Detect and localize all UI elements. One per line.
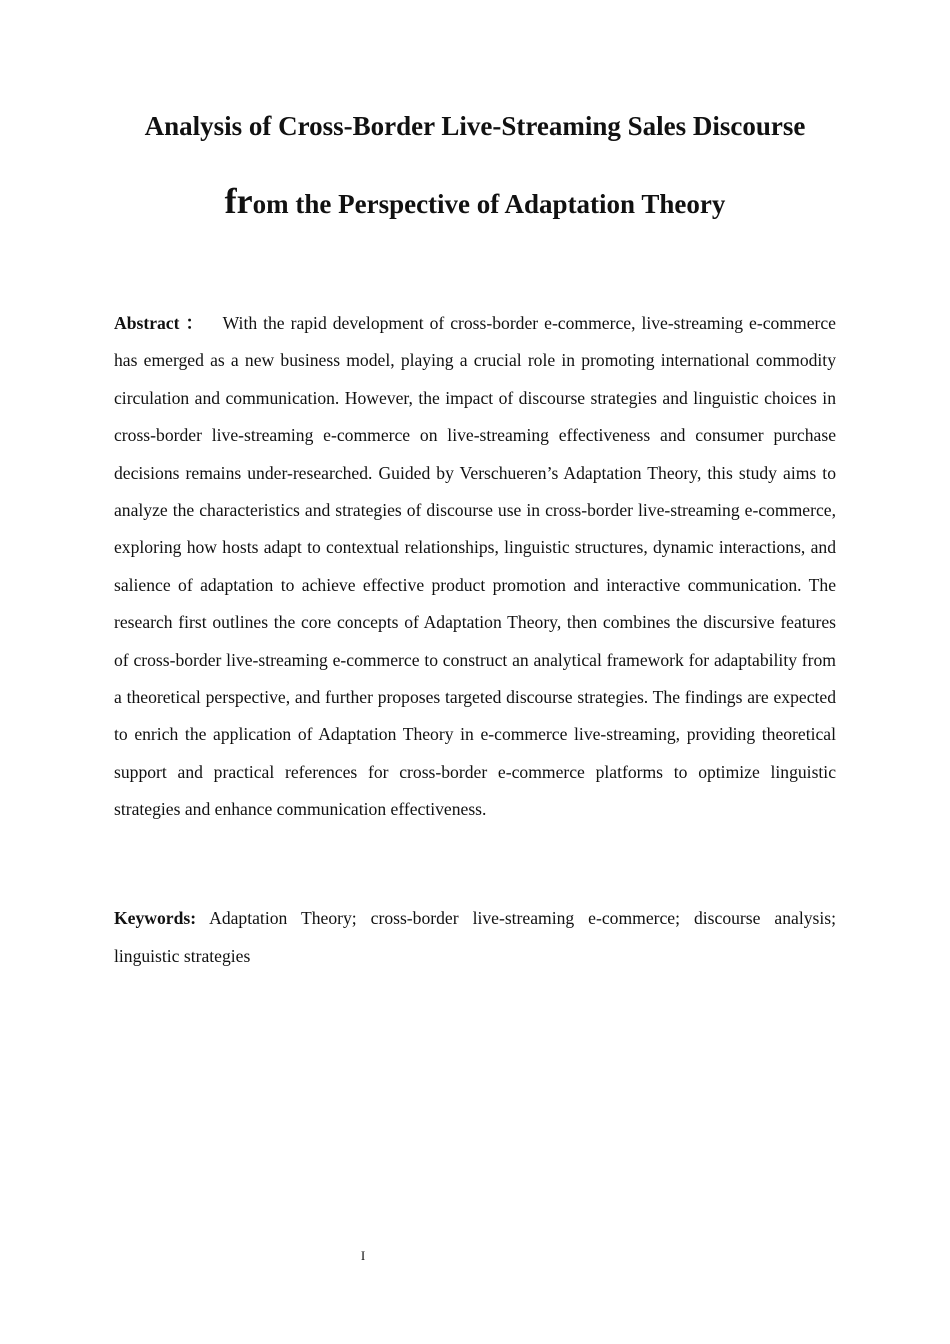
abstract-text: With the rapid development of cross-border e-commerce, live-streaming e-commerce has emerged as a new business model, playing a crucial role in promoting international commodity circulation and communication. However, the impact of discourse strategies and linguistic choices in cross-border live-streaming e-commerce on live-streaming effectiveness and consumer purchase decisions remains under-researched. Guided by Verschueren’s Adaptation Theory, this study aims to analyze the characteristics and strategies of discourse use in cross-border live-streaming e-commerce, exploring how hosts adapt to contextual relationships, linguistic structures, dynamic interactions, and salience of adaptation to achieve effective product promotion and interactive communication. The research first outlines the core concepts of Adaptation Theory, then combines the discursive features of cross-border live-streaming e-commerce to construct an analytical framework for adaptability from a theoretical perspective, and further proposes targeted discourse strategies. The findings are expected to enrich the application of Adaptation Theory in e-commerce live-streaming, providing theoretical support and practical references for cross-border e-commerce platforms to optimize linguistic strategies and enhance communication effectiveness. [114,313,836,820]
abstract-label: Abstract [114,313,180,333]
paper-title-line-2 [0,180,950,225]
keywords-text: Adaptation Theory; cross-border live-streaming e-commerce; discourse analysis; linguistic strategies [114,908,836,966]
keywords-paragraph [114,899,836,975]
page-number: I [360,1248,366,1263]
keywords-label: Keywords: [114,908,197,928]
paper-title-line-2-large-prefix: fr [224,181,253,221]
abstract-colon: ： [185,313,205,333]
paper-title-line-1: Analysis of Cross-Border Live-Streaming Sales Discourse [144,111,806,141]
abstract-paragraph [114,305,836,829]
paper-title-line-2-rest: om the Perspective of Adaptation Theory [252,189,726,219]
